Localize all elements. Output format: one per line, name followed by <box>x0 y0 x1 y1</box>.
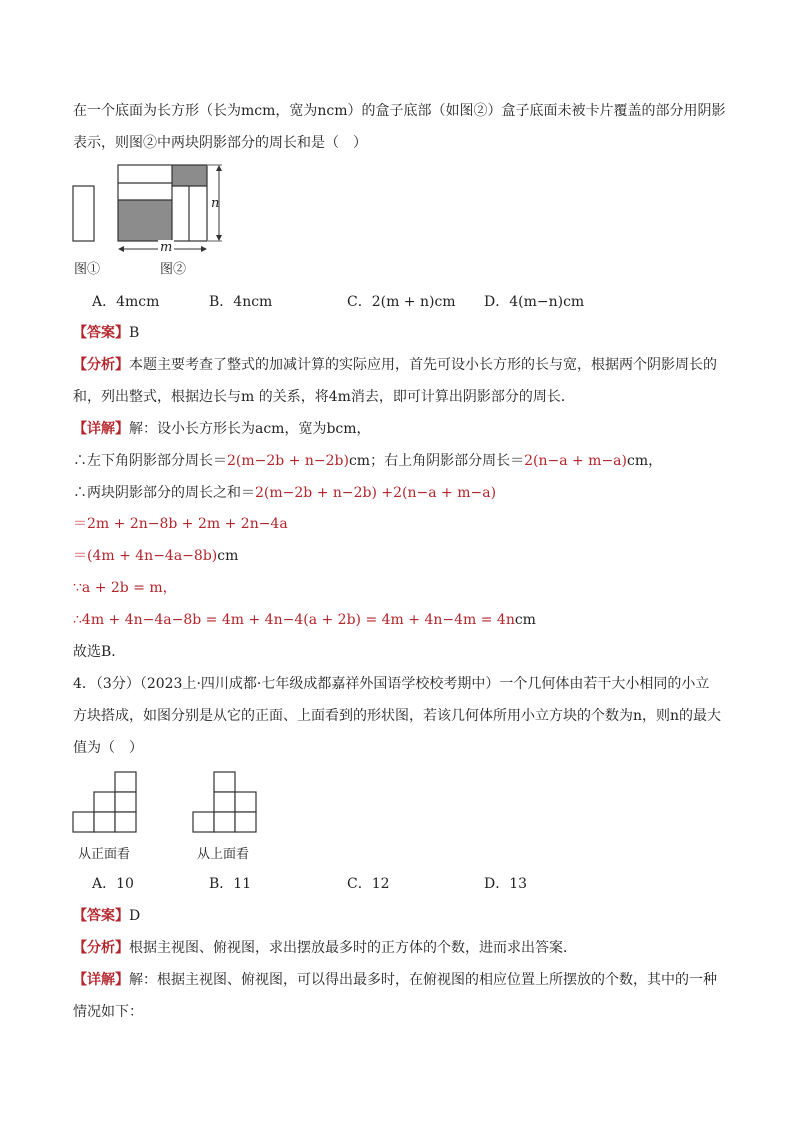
front-view-figure <box>72 771 138 835</box>
detail-text: 解：根据主视图、俯视图，可以得出最多时，在俯视图的相应位置上所摆放的个数，其中的一种 <box>129 972 717 988</box>
formula: ＝(4m + 4n−4a−8b) <box>73 548 218 564</box>
q3-option-d: D．4(m−n)cm <box>484 294 585 310</box>
q3-option-c: C．2(m + n)cm <box>347 294 456 310</box>
answer-tag: 【答案】 <box>73 325 129 341</box>
q3-detail-line-3 <box>73 483 496 503</box>
figure-1-card <box>72 185 96 243</box>
detail-text: cm <box>217 548 239 564</box>
answer-value: B <box>129 325 140 341</box>
q3-conclusion: 故选B． <box>73 644 126 660</box>
detail-text: cm；右上角阴影部分周长＝ <box>348 453 525 469</box>
q4-option-c: C．12 <box>347 876 390 892</box>
detail-text: cm， <box>627 453 663 469</box>
front-view-label: 从正面看 <box>78 847 131 862</box>
dimension-n-label: n <box>211 196 220 211</box>
q4-detail-line-2: 情况如下： <box>73 1004 143 1020</box>
detail-tag: 【详解】 <box>73 421 129 437</box>
q4-answer <box>73 906 140 926</box>
q3-answer <box>73 323 139 343</box>
q3-detail-line-4: ＝2m + 2n−8b + 2m + 2n−4a <box>73 516 288 532</box>
q3-option-a: A．4mcm <box>92 294 160 310</box>
answer-tag: 【答案】 <box>73 908 129 924</box>
formula: ∴4m + 4n−4a−8b = 4m + 4n−4(a + 2b) = 4m + 4n−4m = 4n <box>73 612 515 628</box>
q4-analysis <box>73 938 577 958</box>
q3-option-b: B．4ncm <box>209 294 273 310</box>
q4-option-b: B．11 <box>209 876 252 892</box>
q3-detail-line-2 <box>73 451 662 471</box>
figure-2-label: 图② <box>160 262 187 277</box>
analysis-tag: 【分析】 <box>73 940 129 956</box>
detail-text: cm <box>514 612 536 628</box>
formula: 2(m−2b + n−2b) <box>227 453 349 469</box>
analysis-text: 本题主要考查了整式的加减计算的实际应用，首先可设小长方形的长与宽，根据两个阴影周长的 <box>129 357 717 373</box>
formula: 2(n−a + m−a) <box>524 453 627 469</box>
q3-stem-line-2: 表示，则图②中两块阴影部分的周长和是（ ） <box>73 135 367 151</box>
top-view-label: 从上面看 <box>197 847 250 862</box>
answer-value: D <box>129 908 141 924</box>
q4-option-a: A．10 <box>92 876 134 892</box>
q3-detail-line-6: ∵a + 2b = m， <box>73 580 177 596</box>
detail-text: 解：设小长方形长为acm，宽为bcm， <box>129 421 371 437</box>
q4-stem-line-1: 4．（3分）（2023上·四川成都·七年级成都嘉祥外国语学校校考期中）一个几何体由若干大小相同的小立 <box>73 676 710 692</box>
detail-text: ∴左下角阴影部分周长＝ <box>73 453 227 469</box>
detail-tag: 【详解】 <box>73 972 129 988</box>
q3-detail-line-5 <box>73 546 238 566</box>
dimension-m-label: m <box>160 240 173 255</box>
q4-stem-line-3: 值为（ ） <box>73 740 143 756</box>
figure-1-label: 图① <box>74 262 101 277</box>
q4-stem-line-2: 方块搭成，如图分别是从它的正面、上面看到的形状图，若该几何体所用小立方块的个数为n，则n的最大 <box>73 708 722 724</box>
q3-analysis-line-1 <box>73 355 717 375</box>
q4-option-d: D．13 <box>484 876 528 892</box>
q3-analysis-line-2: 和，列出整式，根据边长与m 的关系，将4m消去，即可计算出阴影部分的周长． <box>73 389 575 405</box>
q3-stem-line-1: 在一个底面为长方形（长为mcm，宽为ncm）的盒子底部（如图②）盒子底面未被卡片覆盖的部分用阴影 <box>73 103 726 119</box>
formula: 2(m−2b + n−2b) +2(n−a + m−a) <box>255 485 497 501</box>
analysis-tag: 【分析】 <box>73 357 129 373</box>
analysis-text: 根据主视图、俯视图，求出摆放最多时的正方体的个数，进而求出答案． <box>129 940 577 956</box>
top-view-figure <box>192 771 258 835</box>
q4-detail-line-1 <box>73 970 717 990</box>
detail-text: ∴两块阴影部分的周长之和＝ <box>73 485 255 501</box>
q3-detail-line-1 <box>73 419 371 439</box>
q3-detail-line-7 <box>73 610 536 630</box>
